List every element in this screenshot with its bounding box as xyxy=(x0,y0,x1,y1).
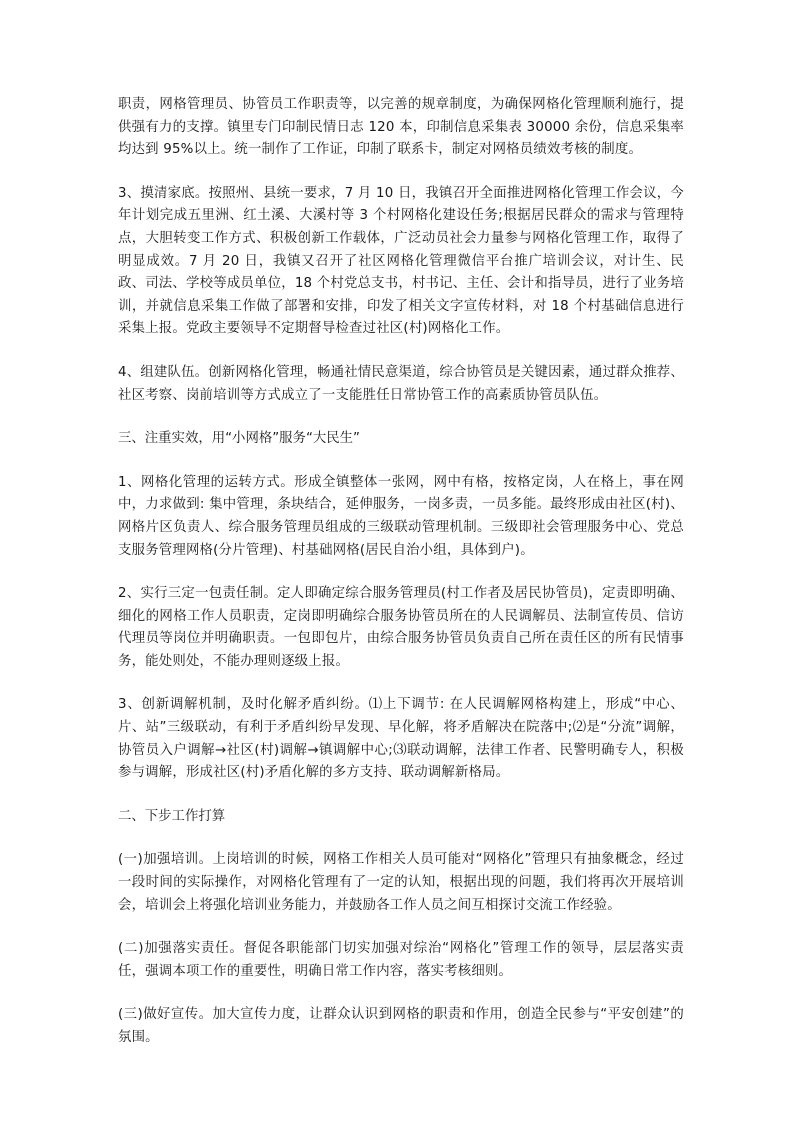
document-body xyxy=(118,94,684,1050)
paragraph-publicity: (三)做好宣传。加大宣传力度，让群众认识到网格的职责和作用，创造全民参与“平安创建”的氛围。 xyxy=(118,1007,684,1045)
paragraph-survey: 3、摸清家底。按照州、县统一要求，7 月 10 日，我镇召开全面推进网格化管理工作会议，今年计划完成五里洲、红土溪、大溪村等 3 个村网格化建设任务;根据居民群众的需求与管理特点，大胆转变工作方式、积极创新工作载体，广泛动员社会力量参与网格化管理工作，取得了明显成效。7 月 20 日，我镇又召开了社区网格化管理微信平台推广培训会议，对计生、民政、司法、学校等成员单位，18 个村党总支书，村书记、主任、会计和指导员，进行了业务培训，并就信息采集工作做了部署和安排，印发了相关文字宣传材料，对 18 个村基础信息进行采集上报。党政主要领导不定期督导检查过社区(村)网格化工作。 xyxy=(118,185,684,337)
paragraph-team: 4、组建队伍。创新网格化管理，畅通社情民意渠道，综合协管员是关键因素，通过群众推荐、社区考察、岗前培训等方式成立了一支能胜任日常协管工作的高素质协管员队伍。 xyxy=(118,364,684,403)
paragraph-responsibility: 2、实行三定一包责任制。定人即确定综合服务管理员(村工作者及居民协管员)，定责即明确、细化的网格工作人员职责，定岗即明确综合服务协管员所在的人民调解员、法制宣传员、信访代理员等岗位并明确职责。一包即包片，由综合服务协管员负责自己所在责任区的所有民情事务，能处则处，不能办理则逐级上报。 xyxy=(118,586,684,669)
paragraph-duties: 职责，网格管理员、协管员工作职责等，以完善的规章制度，为确保网格化管理顺利施行，提供强有力的支撑。镇里专门印制民情日志 120 本，印制信息采集表 30000 余份，信息采集率均达到 95%以上。统一制作了工作证，印制了联系卡，制定对网格员绩效考核的制度。 xyxy=(118,97,684,158)
section-heading-plans: 二、下步工作打算 xyxy=(118,808,226,824)
paragraph-mediation: 3、创新调解机制，及时化解矛盾纠纷。⑴上下调节: 在人民调解网格构建上，形成“中心、片、站”三级联动，有利于矛盾纠纷早发现、早化解，将矛盾解决在院落中;⑵是“分流”调解，协管员入户调解→社区(村)调解→镇调解中心;⑶联动调解，法律工作者、民警明确专人，积极参与调解，形成社区(村)矛盾化解的多方支持、联动调解新格局。 xyxy=(118,697,684,781)
paragraph-accountability: (二)加强落实责任。督促各职能部门切实加强对综治“网格化”管理工作的领导，层层落实责任，强调本项工作的重要性，明确日常工作内容，落实考核细则。 xyxy=(118,941,684,979)
paragraph-operation: 1、网格化管理的运转方式。形成全镇整体一张网，网中有格，按格定岗，人在格上，事在网中，力求做到: 集中管理，条块结合，延伸服务，一岗多责，一员多能。最终形成由社区(村)、网格片区负责人、综合服务管理员组成的三级联动管理机制。三级即社会管理服务中心、党总支服务管理网格(分片管理)、村基础网格(居民自治小组，具体到户)。 xyxy=(118,474,684,558)
paragraph-training: (一)加强培训。上岗培训的时候，网格工作相关人员可能对“网格化”管理只有抽象概念，经过一段时间的实际操作，对网格化管理有了一定的认知，根据出现的问题，我们将再次开展培训会，培训会上将强化培训业务能力，并鼓励各工作人员之间互相探讨交流工作经验。 xyxy=(118,852,684,913)
section-heading-results: 三、注重实效，用“小网格”服务“大民生” xyxy=(118,431,360,447)
